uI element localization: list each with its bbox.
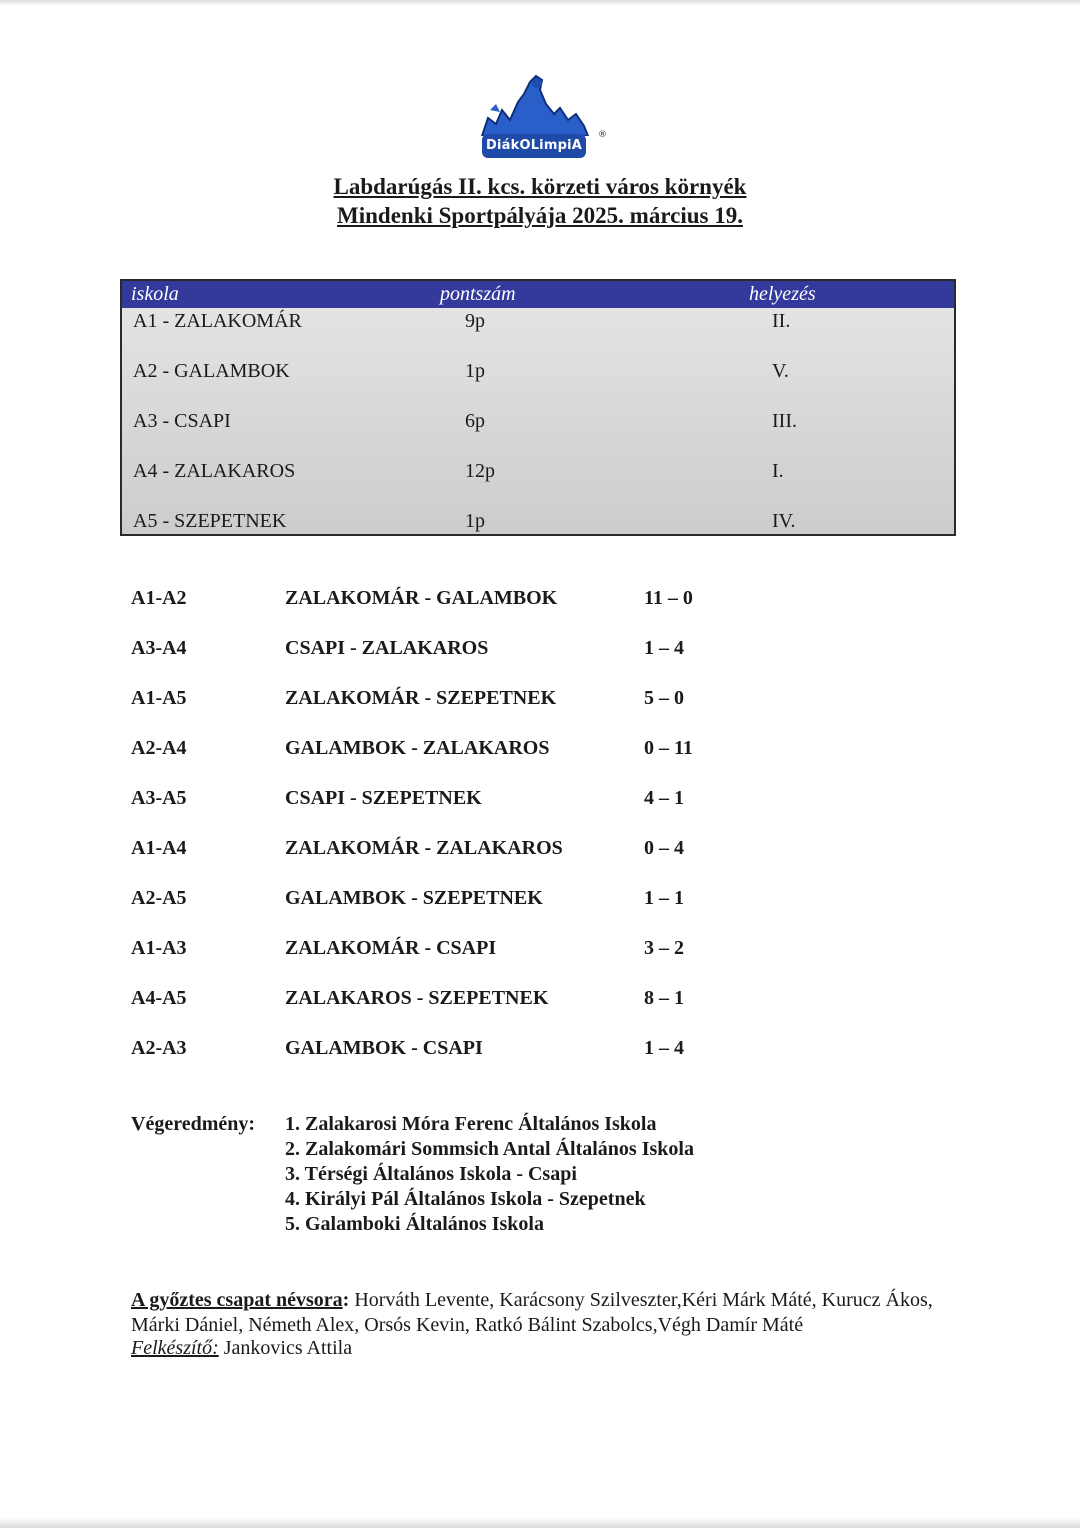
points-cell: 9p bbox=[465, 310, 485, 332]
match-score: 8 – 1 bbox=[644, 987, 684, 1009]
table-row bbox=[122, 460, 954, 490]
match-score: 0 – 4 bbox=[644, 837, 684, 859]
school-cell: A4 - ZALAKAROS bbox=[133, 460, 296, 482]
standings-table bbox=[120, 279, 956, 536]
match-code: A2-A4 bbox=[131, 737, 187, 759]
match-row bbox=[0, 1037, 1080, 1067]
roster-names: Horváth Levente, Karácsony Szilveszter,Kéri Márk Máté, Kurucz Ákos, Márki Dániel, Németh Alex, Orsós Kevin, Ratkó Bálint Szabolcs,Végh Damír Máté bbox=[131, 1289, 933, 1336]
final-result-item: 5. Galamboki Általános Iskola bbox=[285, 1213, 544, 1235]
match-row bbox=[0, 987, 1080, 1017]
match-code: A3-A4 bbox=[131, 637, 187, 659]
registered-mark: ® bbox=[598, 130, 607, 140]
match-code: A1-A2 bbox=[131, 587, 187, 609]
final-result-item: 3. Térségi Általános Iskola - Csapi bbox=[285, 1163, 577, 1185]
final-result-item: 1. Zalakarosi Móra Ferenc Általános Iskola bbox=[285, 1113, 657, 1135]
match-row bbox=[0, 687, 1080, 717]
match-score: 3 – 2 bbox=[644, 937, 684, 959]
match-row bbox=[0, 637, 1080, 667]
match-teams: GALAMBOK - ZALAKAROS bbox=[285, 737, 550, 759]
match-row bbox=[0, 787, 1080, 817]
document-subtitle: Mindenki Sportpályája 2025. március 19. bbox=[337, 203, 743, 228]
match-score: 4 – 1 bbox=[644, 787, 684, 809]
coach-line bbox=[131, 1337, 352, 1360]
match-teams: CSAPI - SZEPETNEK bbox=[285, 787, 482, 809]
school-cell: A1 - ZALAKOMÁR bbox=[133, 310, 302, 332]
match-code: A2-A5 bbox=[131, 887, 187, 909]
school-cell: A5 - SZEPETNEK bbox=[133, 510, 287, 532]
points-cell: 1p bbox=[465, 360, 485, 382]
column-header-points: pontszám bbox=[440, 283, 516, 305]
match-code: A2-A3 bbox=[131, 1037, 187, 1059]
column-header-place: helyezés bbox=[749, 283, 816, 305]
roster-colon: : bbox=[342, 1289, 350, 1311]
match-code: A4-A5 bbox=[131, 987, 187, 1009]
diakolimpia-logo bbox=[480, 74, 610, 164]
roster-label: A győztes csapat névsora bbox=[131, 1289, 343, 1311]
match-score: 5 – 0 bbox=[644, 687, 684, 709]
match-score: 0 – 11 bbox=[644, 737, 693, 759]
logo-figures-icon bbox=[480, 74, 590, 136]
coach-label: Felkészítő: bbox=[131, 1337, 219, 1359]
table-row bbox=[122, 510, 954, 540]
match-score: 11 – 0 bbox=[644, 587, 693, 609]
match-row bbox=[0, 737, 1080, 767]
final-result-item: 4. Királyi Pál Általános Iskola - Szepetnek bbox=[285, 1188, 646, 1210]
coach-name: Jankovics Attila bbox=[218, 1337, 353, 1359]
match-row bbox=[0, 937, 1080, 967]
document-title: Labdarúgás II. kcs. körzeti város környék bbox=[333, 174, 747, 199]
match-teams: GALAMBOK - SZEPETNEK bbox=[285, 887, 543, 909]
match-score: 1 – 4 bbox=[644, 637, 684, 659]
scan-edge-bottom bbox=[0, 1518, 1080, 1528]
place-cell: II. bbox=[772, 310, 791, 332]
match-score: 1 – 4 bbox=[644, 1037, 684, 1059]
school-cell: A2 - GALAMBOK bbox=[133, 360, 290, 382]
final-result-item: 2. Zalakomári Sommsich Antal Általános Iskola bbox=[285, 1138, 694, 1160]
points-cell: 12p bbox=[465, 460, 495, 482]
match-teams: ZALAKOMÁR - GALAMBOK bbox=[285, 587, 558, 609]
logo-wordmark: DiákOLimpiA bbox=[482, 134, 586, 158]
table-row bbox=[122, 410, 954, 440]
match-score: 1 – 1 bbox=[644, 887, 684, 909]
place-cell: I. bbox=[772, 460, 784, 482]
points-cell: 1p bbox=[465, 510, 485, 532]
match-code: A1-A5 bbox=[131, 687, 187, 709]
match-code: A1-A3 bbox=[131, 937, 187, 959]
school-cell: A3 - CSAPI bbox=[133, 410, 231, 432]
match-teams: CSAPI - ZALAKAROS bbox=[285, 637, 489, 659]
table-row bbox=[122, 360, 954, 390]
match-teams: ZALAKOMÁR - SZEPETNEK bbox=[285, 687, 557, 709]
column-header-school: iskola bbox=[131, 283, 179, 305]
table-row bbox=[122, 310, 954, 340]
match-teams: GALAMBOK - CSAPI bbox=[285, 1037, 483, 1059]
place-cell: V. bbox=[772, 360, 789, 382]
place-cell: III. bbox=[772, 410, 797, 432]
standings-header bbox=[122, 281, 954, 308]
match-teams: ZALAKOMÁR - CSAPI bbox=[285, 937, 497, 959]
match-row bbox=[0, 887, 1080, 917]
final-results-label: Végeredmény: bbox=[131, 1113, 256, 1135]
scan-edge-top bbox=[0, 0, 1080, 6]
match-row bbox=[0, 587, 1080, 617]
match-teams: ZALAKAROS - SZEPETNEK bbox=[285, 987, 549, 1009]
match-code: A3-A5 bbox=[131, 787, 187, 809]
winning-team-roster bbox=[131, 1288, 971, 1337]
match-teams: ZALAKOMÁR - ZALAKAROS bbox=[285, 837, 563, 859]
match-code: A1-A4 bbox=[131, 837, 187, 859]
points-cell: 6p bbox=[465, 410, 485, 432]
place-cell: IV. bbox=[772, 510, 796, 532]
match-row bbox=[0, 837, 1080, 867]
